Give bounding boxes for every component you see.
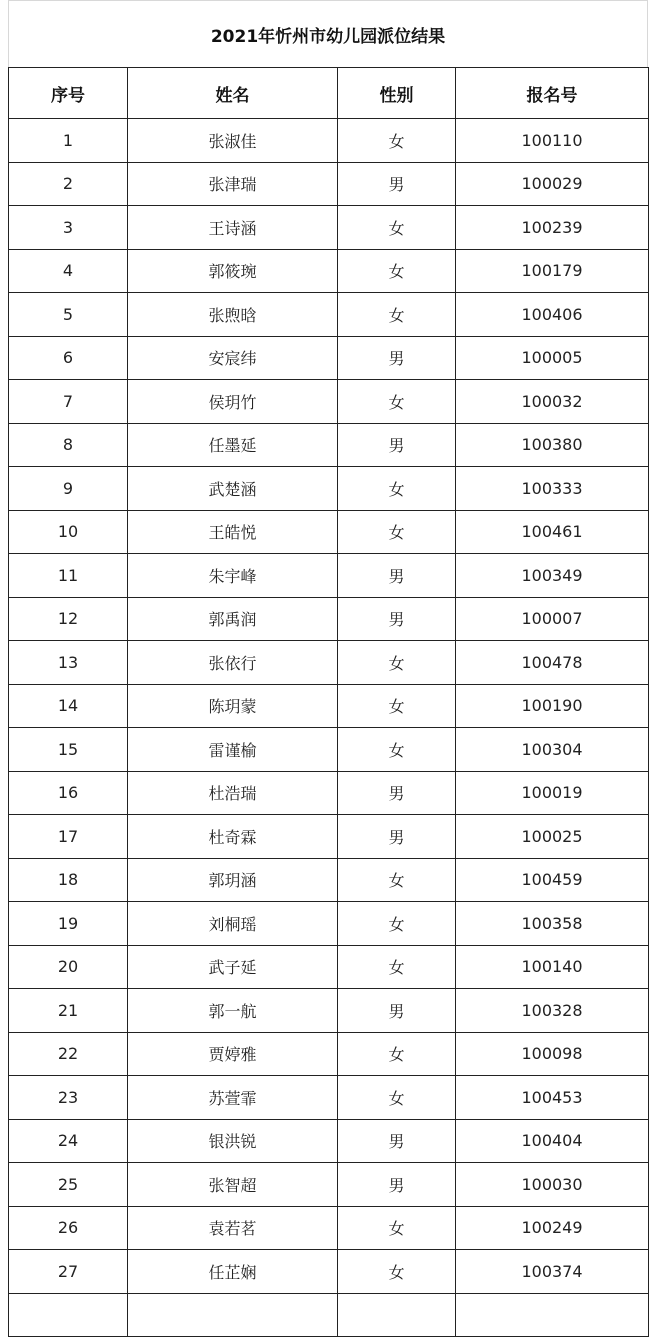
table-row	[9, 989, 649, 1033]
cell-gender: 女	[338, 1032, 456, 1076]
cell-name: 朱宇峰	[128, 554, 338, 598]
cell-registration-number: 100304	[456, 728, 649, 772]
cell-gender: 男	[338, 1119, 456, 1163]
cell-index: 2	[9, 162, 128, 206]
cell-index: 23	[9, 1076, 128, 1120]
cell-gender: 女	[338, 1206, 456, 1250]
column-header-name: 姓名	[128, 68, 338, 119]
cell-name: 郭筱琬	[128, 249, 338, 293]
cell-index: 26	[9, 1206, 128, 1250]
cell-gender: 女	[338, 1250, 456, 1294]
cell-registration-number: 100098	[456, 1032, 649, 1076]
cell-name: 武楚涵	[128, 467, 338, 511]
cell-registration-number: 100190	[456, 684, 649, 728]
cell-gender: 女	[338, 1076, 456, 1120]
table-row	[9, 1032, 649, 1076]
cell-gender: 男	[338, 554, 456, 598]
cell-registration-number: 100478	[456, 641, 649, 685]
table-row	[9, 336, 649, 380]
table-row	[9, 771, 649, 815]
cell-registration-number: 100328	[456, 989, 649, 1033]
cell-index: 19	[9, 902, 128, 946]
cell-name: 张依行	[128, 641, 338, 685]
cell-registration-number: 100005	[456, 336, 649, 380]
cell-gender: 男	[338, 423, 456, 467]
cell-gender: 女	[338, 902, 456, 946]
table-row	[9, 597, 649, 641]
table-row	[9, 641, 649, 685]
cell-registration-number: 100249	[456, 1206, 649, 1250]
table-row	[9, 249, 649, 293]
table-row	[9, 1250, 649, 1294]
cell-name: 张煦晗	[128, 293, 338, 337]
cell-registration-number: 100333	[456, 467, 649, 511]
cell-name: 苏萱霏	[128, 1076, 338, 1120]
table-row	[9, 554, 649, 598]
table-row	[9, 1119, 649, 1163]
table-row	[9, 423, 649, 467]
cell-index: 25	[9, 1163, 128, 1207]
table-body	[9, 119, 649, 1337]
cell-index: 4	[9, 249, 128, 293]
cell-registration-number: 100461	[456, 510, 649, 554]
cell-registration-number: 100019	[456, 771, 649, 815]
cell-name: 任墨延	[128, 423, 338, 467]
cell-name: 杜奇霖	[128, 815, 338, 859]
cell-index: 10	[9, 510, 128, 554]
table-row	[9, 858, 649, 902]
cell-registration-number: 100358	[456, 902, 649, 946]
cell-registration-number: 100459	[456, 858, 649, 902]
cell-name: 张淑佳	[128, 119, 338, 163]
cell-index: 16	[9, 771, 128, 815]
cell-name: 王皓悦	[128, 510, 338, 554]
cell-gender: 女	[338, 728, 456, 772]
table-row	[9, 162, 649, 206]
cell-index: 27	[9, 1250, 128, 1294]
cell-index: 24	[9, 1119, 128, 1163]
cell-index: 1	[9, 119, 128, 163]
cell-gender: 男	[338, 1163, 456, 1207]
cell-index: 18	[9, 858, 128, 902]
cell-registration-number: 100029	[456, 162, 649, 206]
cell-gender: 女	[338, 858, 456, 902]
cell-name: 杜浩瑞	[128, 771, 338, 815]
cell-name: 侯玥竹	[128, 380, 338, 424]
cell-index: 8	[9, 423, 128, 467]
table-row	[9, 510, 649, 554]
cell-index: 5	[9, 293, 128, 337]
table-row	[9, 815, 649, 859]
cell-name: 郭禹润	[128, 597, 338, 641]
cell-name: 银洪锐	[128, 1119, 338, 1163]
cell-gender: 女	[338, 467, 456, 511]
cell-name: 刘桐瑶	[128, 902, 338, 946]
table-header-row	[9, 68, 649, 119]
cell-gender: 女	[338, 249, 456, 293]
cell-registration-number: 100406	[456, 293, 649, 337]
cell-gender: 女	[338, 641, 456, 685]
cell-name: 张津瑞	[128, 162, 338, 206]
cell-registration-number: 100239	[456, 206, 649, 250]
cell-gender: 男	[338, 336, 456, 380]
cell-index: 21	[9, 989, 128, 1033]
cell-name: 雷谨榆	[128, 728, 338, 772]
cell-gender: 男	[338, 597, 456, 641]
cell-name: 张智超	[128, 1163, 338, 1207]
cell-registration-number: 100374	[456, 1250, 649, 1294]
table-row	[9, 902, 649, 946]
table-row	[9, 119, 649, 163]
cell-registration-number: 100453	[456, 1076, 649, 1120]
cell-gender: 女	[338, 380, 456, 424]
cell-gender: 男	[338, 771, 456, 815]
cell-registration-number: 100110	[456, 119, 649, 163]
cell-registration-number: 100025	[456, 815, 649, 859]
cell-gender: 男	[338, 815, 456, 859]
cell-index: 15	[9, 728, 128, 772]
table-row	[9, 206, 649, 250]
cell-index: 20	[9, 945, 128, 989]
cell-gender: 女	[338, 945, 456, 989]
results-table	[8, 67, 649, 1337]
cell-registration-number: 100179	[456, 249, 649, 293]
cell-index: 7	[9, 380, 128, 424]
cell-name: 郭玥涵	[128, 858, 338, 902]
cell-registration-number: 100007	[456, 597, 649, 641]
cell-index: 12	[9, 597, 128, 641]
table-row	[9, 1163, 649, 1207]
cell-gender: 男	[338, 989, 456, 1033]
column-header-index: 序号	[9, 68, 128, 119]
cell-registration-number: 100380	[456, 423, 649, 467]
cell-name: 任芷娴	[128, 1250, 338, 1294]
cell-name: 陈玥蒙	[128, 684, 338, 728]
cell-index: 11	[9, 554, 128, 598]
cell-gender: 女	[338, 293, 456, 337]
cell-index: 9	[9, 467, 128, 511]
cell-name: 袁若茗	[128, 1206, 338, 1250]
cell-gender: 女	[338, 119, 456, 163]
column-header-gender: 性别	[338, 68, 456, 119]
cell-gender: 女	[338, 206, 456, 250]
table-row	[9, 380, 649, 424]
cell-registration-number: 100140	[456, 945, 649, 989]
table-row	[9, 684, 649, 728]
cell-name: 武子延	[128, 945, 338, 989]
table-row	[9, 1206, 649, 1250]
table-row	[9, 293, 649, 337]
cell-gender: 女	[338, 684, 456, 728]
column-header-registration-number: 报名号	[456, 68, 649, 119]
cell-registration-number: 100030	[456, 1163, 649, 1207]
cell-registration-number: 100032	[456, 380, 649, 424]
cell-name: 王诗涵	[128, 206, 338, 250]
table-row	[9, 728, 649, 772]
cell-gender: 男	[338, 162, 456, 206]
cell-index: 13	[9, 641, 128, 685]
cell-name: 贾婷雅	[128, 1032, 338, 1076]
cell-registration-number: 100349	[456, 554, 649, 598]
table-row	[9, 467, 649, 511]
table-row	[9, 945, 649, 989]
cell-index: 6	[9, 336, 128, 380]
results-document	[8, 0, 648, 1300]
cell-name: 郭一航	[128, 989, 338, 1033]
cell-name: 安宸纬	[128, 336, 338, 380]
cell-index: 22	[9, 1032, 128, 1076]
cell-index: 14	[9, 684, 128, 728]
page-title: 2021年忻州市幼儿园派位结果	[8, 0, 648, 67]
cell-registration-number: 100404	[456, 1119, 649, 1163]
cell-index: 17	[9, 815, 128, 859]
cell-gender: 女	[338, 510, 456, 554]
table-row	[9, 1076, 649, 1120]
cell-index: 3	[9, 206, 128, 250]
